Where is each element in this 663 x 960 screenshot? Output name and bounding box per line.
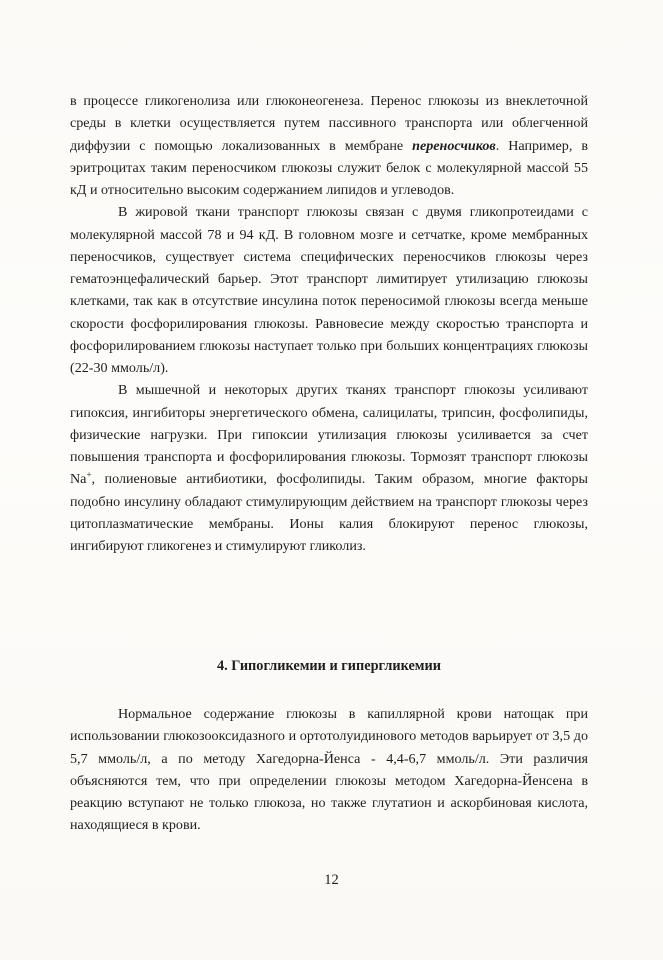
superscript-plus: +: [86, 469, 92, 480]
paragraph-2: В жировой ткани транспорт глюкозы связан с двумя гликопротеидами с молекулярной массой 78 и 94 кД. В головном мозге и сетчатке, кроме мембранных переносчиков, существует система специфических переносчиков глюкозы через гематоэнцефалический барьер. Этот транспорт лимитирует утилизацию глюкозы клетками, так как в отсутствие инсулина поток переносимой глюкозы всегда меньше скорости фосфорилирования глюкозы. Равновесие между скоростью транспорта и фосфорилированием глюкозы наступает только при больших концентрациях глюкозы (22-30 ммоль/л).: [70, 204, 588, 376]
paragraph-3-text-a: В мышечной и некоторых других тканях транспорт глюкозы усиливают гипоксия, ингибиторы энергетического обмена, салицилаты, трипсин, фосфолипиды, физические нагрузки. При гипоксии утилизация глюкозы усиливается за счет повышения транспорта и фосфорилирования глюкозы. Тормозят транспорт глюкозы Na: [70, 382, 588, 488]
paragraph-3: [70, 379, 588, 557]
paragraph-4: Нормальное содержание глюкозы в капиллярной крови натощак при использовании глюкозооксидазного и ортотолуидинового методов варьирует от 3,5 до 5,7 ммоль/л, а по методу Хагедорна-Йенса - 4,4-6,7 ммоль/л. Эти различия объясняются тем, что при определении глюкозы методом Хагедорна-Йенсена в реакцию вступают не только глюкоза, но также глутатион и аскорбиновая кислота, находящиеся в крови.: [70, 706, 588, 834]
paragraph-1: [70, 90, 588, 201]
page-number: 12: [324, 872, 339, 888]
body-text-top: [70, 90, 588, 557]
paragraph-1-text-b: . Например, в эритроцитах таким переносчиком глюкозы служит белок с молекулярной массой 55 кД и относительно высоким содержанием липидов и углеводов.: [70, 137, 588, 198]
paragraph-1-text-a: в процессе гликогенолиза или глюконеогенеза. Перенос глюкозы из внеклеточной среды в клетки осуществляется путем пассивного транспорта или облегченной диффузии с помощью локализованных в мембране: [70, 93, 588, 154]
emphasis-term: переносчиков: [412, 137, 496, 154]
paragraph-3-text-b: , полиеновые антибиотики, фосфолипиды. Таким образом, многие факторы подобно инсулину обладают стимулирующим действием на транспорт глюкозы через цитоплазматические мембраны. Ионы калия блокируют перенос глюкозы, ингибируют гликогенез и стимулируют гликолиз.: [70, 471, 588, 554]
section-heading: 4. Гипогликемии и гипергликемии: [216, 658, 442, 674]
body-text-bottom: [70, 703, 588, 837]
